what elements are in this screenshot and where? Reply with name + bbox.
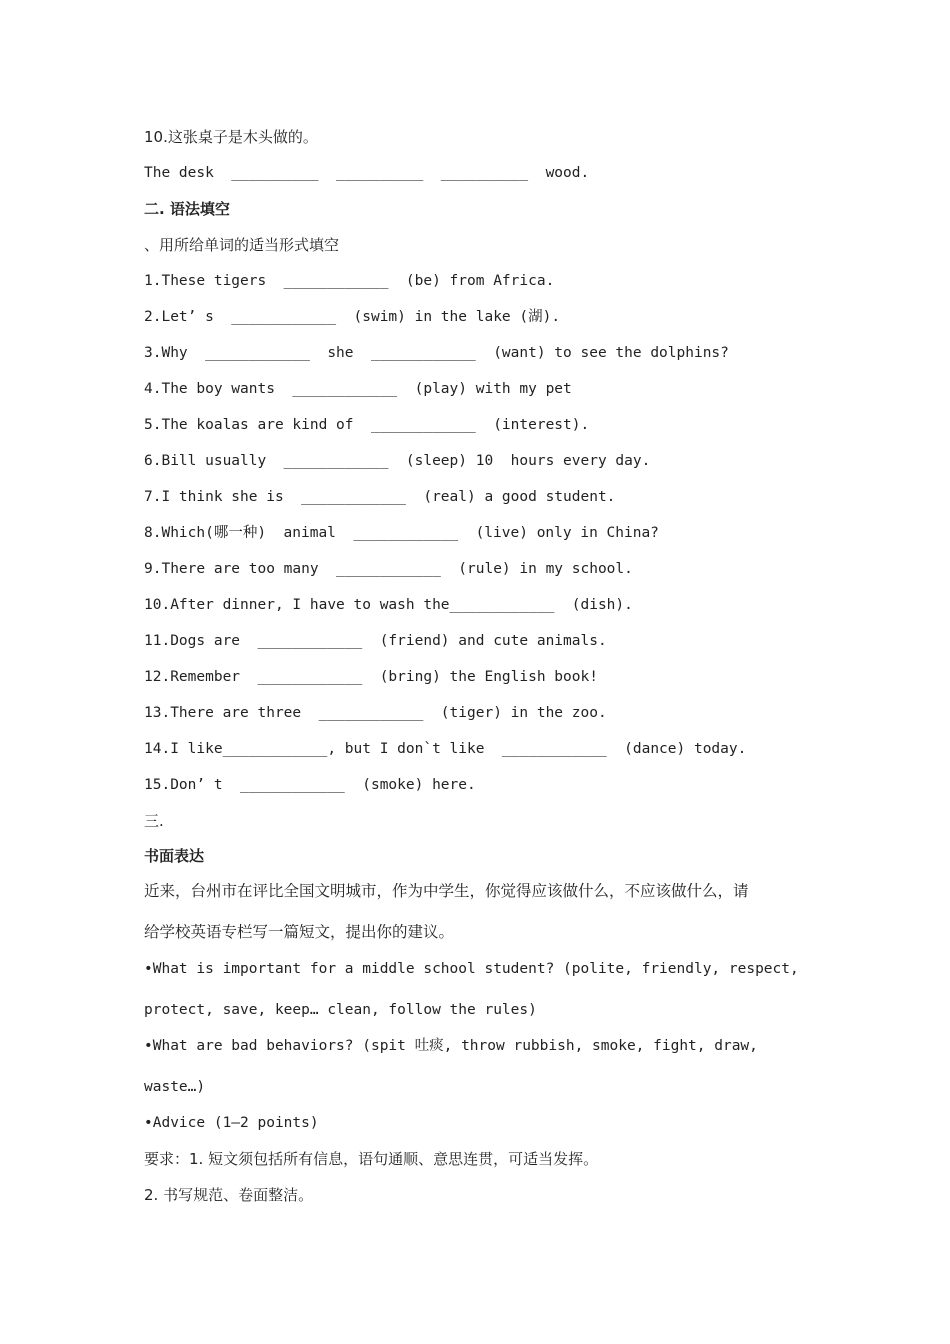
translation-answer-line: The desk __________ __________ __________ wood. [144,165,590,181]
grammar-item: 5.The koalas are kind of ____________ (interest). [144,417,590,433]
grammar-item: 14.I like____________, but I don`t like ____________ (dance) today. [144,741,747,757]
grammar-item: 13.There are three ____________ (tiger) in the zoo. [144,705,607,721]
grammar-item: 7.I think she is ____________ (real) a good student. [144,489,616,505]
writing-requirement-2: 2. 书写规范、卷面整洁。 [144,1186,314,1204]
writing-bullet-2-line-2: waste…) [144,1079,206,1095]
grammar-item: 11.Dogs are ____________ (friend) and cute animals. [144,633,607,649]
grammar-item: 9.There are too many ____________ (rule) in my school. [144,561,633,577]
writing-section-number: 三. [144,812,164,830]
writing-intro-line-2: 给学校英语专栏写一篇短文，提出你的建议。 [144,923,455,941]
writing-intro-line-1: 近来，台州市在评比全国文明城市，作为中学生，你觉得应该做什么，不应该做什么，请 [144,882,749,900]
grammar-item: 3.Why ____________ she ____________ (want) to see the dolphins? [144,345,729,361]
writing-requirement-1: 要求：1. 短文须包括所有信息，语句通顺、意思连贯，可适当发挥。 [144,1150,599,1168]
grammar-item: 2.Let’ s ____________ (swim) in the lake (湖). [144,309,561,325]
writing-bullet-3: •Advice (1—2 points) [144,1115,319,1131]
grammar-item: 8.Which(哪一种) animal ____________ (live) only in China? [144,525,659,541]
writing-bullet-1-line-2: protect, save, keep… clean, follow the rules) [144,1002,537,1018]
grammar-heading: 二. 语法填空 [144,200,230,218]
grammar-item: 12.Remember ____________ (bring) the English book! [144,669,598,685]
writing-heading: 书面表达 [144,847,205,865]
writing-bullet-1-line-1: •What is important for a middle school student? (polite, friendly, respect, [144,961,799,977]
grammar-item: 15.Don’ t ____________ (smoke) here. [144,777,476,793]
grammar-instruction: 、用所给单词的适当形式填空 [144,236,340,254]
writing-bullet-2-line-1: •What are bad behaviors? (spit 吐痰, throw rubbish, smoke, fight, draw, [144,1038,758,1054]
grammar-item: 10.After dinner, I have to wash the____________ (dish). [144,597,633,613]
grammar-item: 6.Bill usually ____________ (sleep) 10 hours every day. [144,453,651,469]
grammar-item: 4.The boy wants ____________ (play) with my pet [144,381,572,397]
translation-prompt: 10.这张桌子是木头做的。 [144,128,318,146]
grammar-item: 1.These tigers ____________ (be) from Africa. [144,273,555,289]
